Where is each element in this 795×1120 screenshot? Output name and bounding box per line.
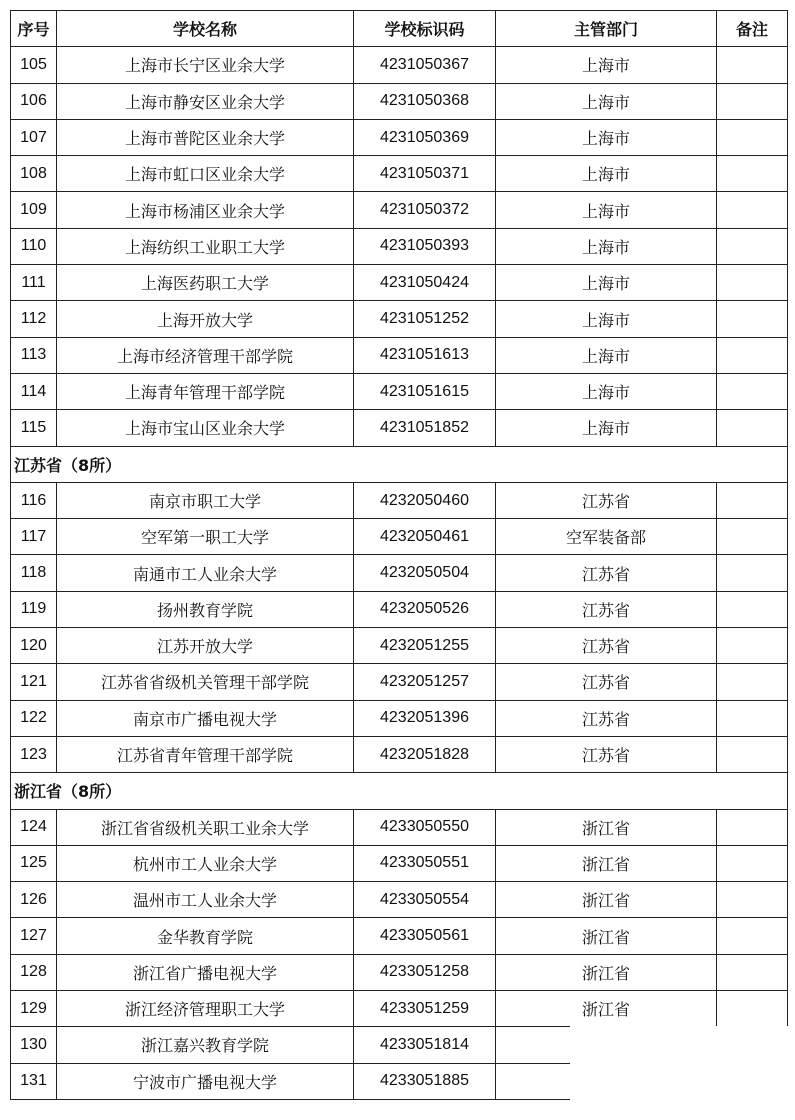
table-row: [11, 83, 788, 119]
row-no: 117: [11, 519, 57, 555]
table-row: [11, 337, 788, 373]
row-no: 110: [11, 228, 57, 264]
row-school-name: 上海市普陀区业余大学: [57, 119, 354, 155]
row-department: 江苏省: [496, 591, 717, 627]
row-school-name: 上海市静安区业余大学: [57, 83, 354, 119]
table-row: [11, 954, 788, 990]
row-note: [717, 47, 788, 83]
row-department: 上海市: [496, 156, 717, 192]
row-school-code: 4233050561: [354, 918, 496, 954]
row-note: [717, 228, 788, 264]
row-note: [717, 736, 788, 772]
row-school-name: 空军第一职工大学: [57, 519, 354, 555]
row-department: 江苏省: [496, 664, 717, 700]
row-no: 106: [11, 83, 57, 119]
row-no: 127: [11, 918, 57, 954]
row-school-code: 4231050367: [354, 47, 496, 83]
row-school-name: 江苏省青年管理干部学院: [57, 736, 354, 772]
row-school-code: 4231050369: [354, 119, 496, 155]
row-no: 130: [11, 1027, 57, 1063]
row-school-code: 4231051615: [354, 373, 496, 409]
row-school-name: 杭州市工人业余大学: [57, 845, 354, 881]
row-department: 江苏省: [496, 736, 717, 772]
row-no: 108: [11, 156, 57, 192]
row-department: 上海市: [496, 119, 717, 155]
row-school-code: 4231050371: [354, 156, 496, 192]
table-row: [11, 918, 788, 954]
table-row: [11, 991, 788, 1027]
row-school-name: 浙江省广播电视大学: [57, 954, 354, 990]
row-department: 上海市: [496, 373, 717, 409]
school-list-table: [10, 10, 788, 1100]
row-school-name: 宁波市广播电视大学: [57, 1063, 354, 1099]
row-department: 空军装备部: [496, 519, 717, 555]
row-no: 107: [11, 119, 57, 155]
row-school-code: 4232050504: [354, 555, 496, 591]
row-no: 126: [11, 882, 57, 918]
table-row: [11, 882, 788, 918]
row-note: [717, 700, 788, 736]
row-department: 江苏省: [496, 700, 717, 736]
row-school-name: 上海纺织工业职工大学: [57, 228, 354, 264]
row-no: 125: [11, 845, 57, 881]
table-row: [11, 809, 788, 845]
row-note: [717, 265, 788, 301]
row-department: 浙江省: [496, 845, 717, 881]
section-row: [11, 773, 788, 809]
row-school-name: 江苏省省级机关管理干部学院: [57, 664, 354, 700]
row-school-code: 4233051258: [354, 954, 496, 990]
row-note: [717, 954, 788, 990]
row-note: [717, 519, 788, 555]
row-note: [717, 628, 788, 664]
row-department: 上海市: [496, 83, 717, 119]
row-school-code: 4232050526: [354, 591, 496, 627]
row-school-name: 上海市长宁区业余大学: [57, 47, 354, 83]
row-note: [717, 337, 788, 373]
row-school-code: 4232051828: [354, 736, 496, 772]
row-department: 上海市: [496, 265, 717, 301]
row-department: 上海市: [496, 301, 717, 337]
school-list-table-region: [10, 10, 787, 1102]
row-no: 112: [11, 301, 57, 337]
row-no: 120: [11, 628, 57, 664]
row-no: 105: [11, 47, 57, 83]
row-department: 上海市: [496, 228, 717, 264]
row-department: 浙江省: [496, 882, 717, 918]
table-row: [11, 192, 788, 228]
header-department: 主管部门: [496, 11, 717, 47]
row-school-name: 浙江经济管理职工大学: [57, 991, 354, 1027]
table-row: [11, 265, 788, 301]
row-note: [717, 664, 788, 700]
row-school-code: 4232051396: [354, 700, 496, 736]
table-row: [11, 410, 788, 446]
header-note: 备注: [717, 11, 788, 47]
row-school-code: 4231050372: [354, 192, 496, 228]
table-row: [11, 736, 788, 772]
row-no: 128: [11, 954, 57, 990]
row-no: 113: [11, 337, 57, 373]
row-no: 121: [11, 664, 57, 700]
row-school-code: 4231051252: [354, 301, 496, 337]
row-school-name: 上海青年管理干部学院: [57, 373, 354, 409]
table-row: [11, 845, 788, 881]
row-school-code: 4231051613: [354, 337, 496, 373]
row-note: [717, 482, 788, 518]
row-department: 上海市: [496, 337, 717, 373]
row-no: 115: [11, 410, 57, 446]
row-department: 浙江省: [496, 809, 717, 845]
row-no: 114: [11, 373, 57, 409]
row-school-code: 4233051814: [354, 1027, 496, 1063]
row-no: 122: [11, 700, 57, 736]
row-department: 上海市: [496, 192, 717, 228]
table-body: [11, 47, 788, 1100]
table-row: [11, 228, 788, 264]
section-title: 浙江省（8所）: [11, 773, 788, 809]
row-note: [717, 809, 788, 845]
table-row: [11, 555, 788, 591]
blank-page-area: [570, 1026, 795, 1120]
row-school-name: 江苏开放大学: [57, 628, 354, 664]
row-department: 上海市: [496, 47, 717, 83]
section-title: 江苏省（8所）: [11, 446, 788, 482]
header-no: 序号: [11, 11, 57, 47]
row-school-code: 4231050368: [354, 83, 496, 119]
row-school-name: 南通市工人业余大学: [57, 555, 354, 591]
row-school-name: 金华教育学院: [57, 918, 354, 954]
row-school-code: 4232051257: [354, 664, 496, 700]
row-note: [717, 83, 788, 119]
row-note: [717, 119, 788, 155]
row-note: [717, 845, 788, 881]
row-school-name: 上海市宝山区业余大学: [57, 410, 354, 446]
row-school-code: 4233051885: [354, 1063, 496, 1099]
row-note: [717, 918, 788, 954]
row-note: [717, 591, 788, 627]
row-school-name: 上海医药职工大学: [57, 265, 354, 301]
row-no: 129: [11, 991, 57, 1027]
row-school-code: 4232051255: [354, 628, 496, 664]
row-school-code: 4232050460: [354, 482, 496, 518]
table-row: [11, 119, 788, 155]
row-school-code: 4233050551: [354, 845, 496, 881]
row-no: 123: [11, 736, 57, 772]
row-no: 131: [11, 1063, 57, 1099]
row-no: 124: [11, 809, 57, 845]
header-row: [11, 11, 788, 47]
row-department: 江苏省: [496, 482, 717, 518]
row-school-name: 浙江嘉兴教育学院: [57, 1027, 354, 1063]
row-note: [717, 301, 788, 337]
row-school-code: 4233051259: [354, 991, 496, 1027]
row-note: [717, 555, 788, 591]
row-note: [717, 991, 788, 1027]
row-no: 118: [11, 555, 57, 591]
row-school-name: 扬州教育学院: [57, 591, 354, 627]
table-row: [11, 47, 788, 83]
row-department: 浙江省: [496, 918, 717, 954]
row-school-code: 4233050550: [354, 809, 496, 845]
section-row: [11, 446, 788, 482]
table-row: [11, 373, 788, 409]
row-note: [717, 156, 788, 192]
table-row: [11, 156, 788, 192]
table-row: [11, 628, 788, 664]
row-school-code: 4232050461: [354, 519, 496, 555]
table-row: [11, 482, 788, 518]
table-row: [11, 664, 788, 700]
row-no: 119: [11, 591, 57, 627]
row-school-name: 上海市杨浦区业余大学: [57, 192, 354, 228]
row-department: 上海市: [496, 410, 717, 446]
header-school-name: 学校名称: [57, 11, 354, 47]
row-no: 109: [11, 192, 57, 228]
row-school-name: 浙江省省级机关职工业余大学: [57, 809, 354, 845]
row-school-name: 南京市广播电视大学: [57, 700, 354, 736]
table-row: [11, 301, 788, 337]
header-school-code: 学校标识码: [354, 11, 496, 47]
row-department: 江苏省: [496, 628, 717, 664]
row-note: [717, 410, 788, 446]
row-note: [717, 373, 788, 409]
row-department: 江苏省: [496, 555, 717, 591]
row-no: 116: [11, 482, 57, 518]
row-school-code: 4231050424: [354, 265, 496, 301]
row-school-code: 4231051852: [354, 410, 496, 446]
row-school-name: 上海市虹口区业余大学: [57, 156, 354, 192]
row-no: 111: [11, 265, 57, 301]
row-school-name: 南京市职工大学: [57, 482, 354, 518]
row-school-name: 温州市工人业余大学: [57, 882, 354, 918]
table-row: [11, 591, 788, 627]
table-row: [11, 700, 788, 736]
table-row: [11, 519, 788, 555]
row-department: 浙江省: [496, 954, 717, 990]
row-school-code: 4233050554: [354, 882, 496, 918]
row-note: [717, 192, 788, 228]
row-school-code: 4231050393: [354, 228, 496, 264]
row-note: [717, 882, 788, 918]
row-school-name: 上海市经济管理干部学院: [57, 337, 354, 373]
row-school-name: 上海开放大学: [57, 301, 354, 337]
row-department: 浙江省: [496, 991, 717, 1027]
